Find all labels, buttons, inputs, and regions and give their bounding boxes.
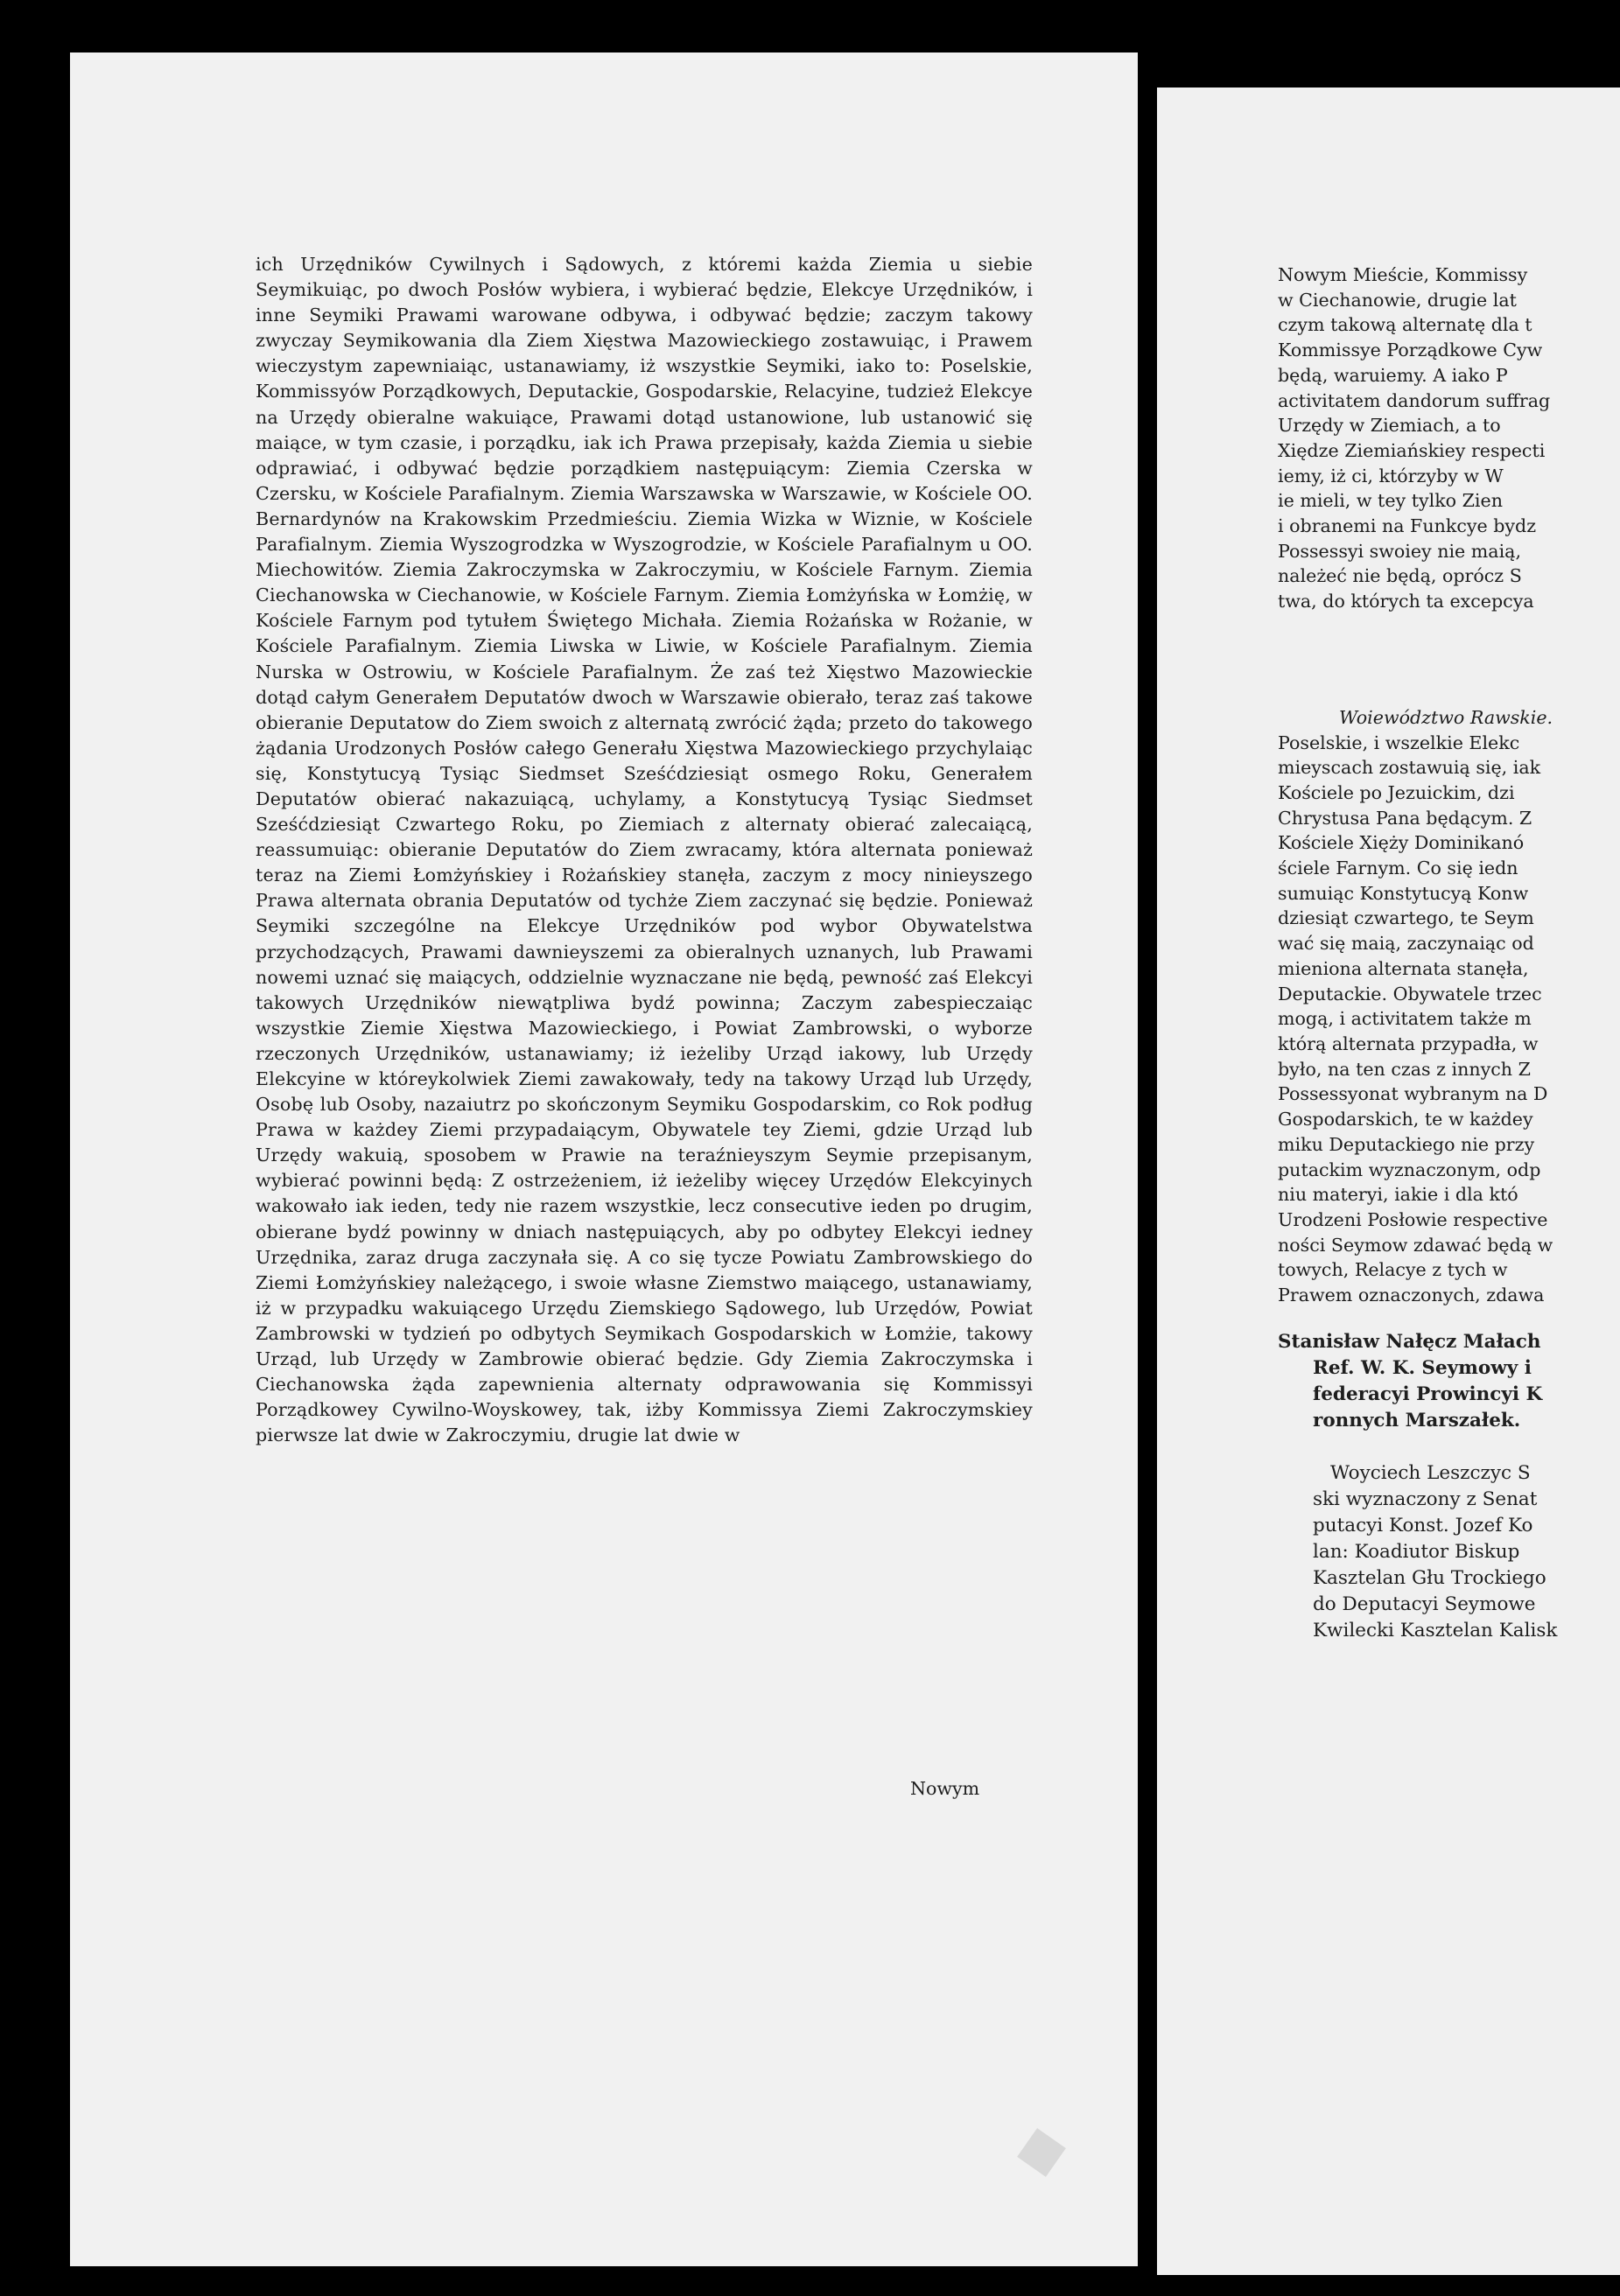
text-line: federacyi Prowincyi K — [1313, 1382, 1543, 1405]
text-line: Kommissye Porządkowe Cyw — [1278, 340, 1543, 361]
text-line: ski wyznaczony z Senat — [1313, 1488, 1538, 1510]
text-line: activitatem dandorum suffrag — [1278, 389, 1551, 411]
text-line: Urzędy w Ziemiach, a to — [1278, 415, 1501, 437]
text-line: ściele Farnym. Co się iedn — [1278, 858, 1518, 879]
text-line: należeć nie będą, oprócz S — [1278, 565, 1522, 587]
right-page-middle-lines — [1278, 731, 1620, 1308]
text-line: Kościele po Jezuickim, dzi — [1278, 781, 1515, 803]
text-line: Deputackie. Obywatele trzec — [1278, 983, 1542, 1004]
text-line: Kasztelan Głu Trockiego — [1313, 1566, 1546, 1589]
text-line: Possessyonat wybranym na D — [1278, 1083, 1548, 1105]
text-line: miku Deputackiego nie przy — [1278, 1133, 1535, 1155]
text-line: twa, do których ta excepcya — [1278, 591, 1534, 612]
text-line: Nowym Mieście, Kommissy — [1278, 264, 1528, 285]
text-line: Kościele Xięży Dominikanó — [1278, 832, 1525, 854]
signature-block — [1278, 1329, 1620, 1434]
text-line: sumuiąc Konstytucyą Konw — [1278, 882, 1529, 904]
text-line: Prawem oznaczonych, zdawa — [1278, 1284, 1545, 1306]
text-line: i obranemi na Funkcye bydz — [1278, 515, 1537, 537]
text-line: niu materyi, iakie i dla któ — [1278, 1184, 1518, 1206]
right-page-top-lines — [1278, 262, 1620, 614]
text-line: Ref. W. K. Seymowy i — [1313, 1356, 1532, 1379]
text-line: ronnych Marszałek. — [1313, 1409, 1521, 1432]
right-page — [1157, 88, 1620, 2275]
left-page-text — [256, 252, 1033, 1448]
text-line: mieyscach zostawuią się, iak — [1278, 757, 1541, 779]
text-line: będą, waruiemy. A iako P — [1278, 364, 1508, 386]
text-line: Poselskie, i wszelkie Elekc — [1278, 732, 1520, 753]
text-line: Woyciech Leszczyc S — [1330, 1461, 1531, 1484]
text-line: w Ciechanowie, drugie lat — [1278, 289, 1517, 311]
section-heading: Woiewództwo Rawskie. — [1339, 706, 1553, 728]
text-line: Gospodarskich, te w każdey — [1278, 1109, 1533, 1130]
catchword: Nowym — [910, 1778, 980, 1799]
text-line: Possessyi swoiey nie maią, — [1278, 540, 1521, 562]
text-line: mieniona alternata stanęła, — [1278, 957, 1529, 979]
text-line: mogą, i activitatem także m — [1278, 1008, 1532, 1030]
text-line: ności Seymow zdawać będą w — [1278, 1234, 1553, 1256]
text-line: iemy, iż ci, którzyby w W — [1278, 465, 1504, 486]
senate-paragraph — [1278, 1460, 1620, 1644]
text-line: towych, Relacye z tych w — [1278, 1259, 1508, 1281]
text-line: Kwilecki Kasztelan Kalisk — [1313, 1619, 1558, 1642]
text-line: putackim wyznaczonym, odp — [1278, 1158, 1541, 1180]
text-line: putacyi Konst. Jozef Ko — [1313, 1514, 1533, 1536]
text-line: Stanisław Nałęcz Małach — [1278, 1330, 1541, 1353]
text-line: lan: Koadiutor Biskup — [1313, 1540, 1520, 1563]
text-line: wać się maią, zaczynaiąc od — [1278, 933, 1534, 955]
text-line: do Deputacyi Seymowe — [1313, 1592, 1536, 1615]
right-page-text — [1278, 262, 1620, 1644]
text-line: ie mieli, w tey tylko Zien — [1278, 490, 1503, 512]
text-line: dziesiąt czwartego, te Seym — [1278, 907, 1534, 929]
text-line: Xiędze Ziemiańskiey respecti — [1278, 439, 1546, 461]
text-line: którą alternata przypadła, w — [1278, 1032, 1539, 1054]
body-paragraph: ich Urzędników Cywilnych i Sądowych, z któremi każda Ziemia u siebie Seymikuiąc, po dwoch Posłów wybiera, i wybierać będzie, Elekcye Urzędników, i inne Seymiki Prawami warowane odbywa, i odbywać będzie; zaczym takowy zwyczay Seymikowania dla Ziem Xięstwa Mazowieckiego zostawuiąc, i Prawem wieczystym zapewniaiąc, ustanawiamy, iż wszystkie Seymiki, iako to: Poselskie, Kommissyów Porządkowych, Deputackie, Gospodarskie, Relacyine, tudzież Elekcye na Urzędy obieralne wakuiące, Prawami dotąd ustanowione, lub ustanowić się maiące, w tym czasie, i porządku, iak ich Prawa przepisały, każda Ziemia u siebie odprawiać, i odbywać będzie porządkiem następuiącym: Ziemia Czerska w Czersku, w Kościele Parafialnym. Ziemia Warszawska w Warszawie, w Kościele OO. Bernardynów na Krakowskim Przedmieściu. Ziemia Wizka w Wiznie, w Kościele Parafialnym. Ziemia Wyszogrodzka w Wyszogrodzie, w Kościele Parafialnym u OO. Miechowitów. Ziemia Zakroczymska w Zakroczymiu, w Kościele Farnym. Ziemia Ciechanowska w Ciechanowie, w Kościele Farnym. Ziemia Łomżyńska w Łomżię, w Kościele Farnym pod tytułem Świętego Michała. Ziemia Rożańska w Rożanie, w Kościele Parafialnym. Ziemia Liwska w Liwie, w Kościele Parafialnym. Ziemia Nurska w Ostrowiu, w Kościele Parafialnym. Że zaś też Xięstwo Mazowieckie dotąd całym Generałem Deputatów dwoch w Warszawie obierało, teraz zaś takowe obieranie Deputatow do Ziem swoich z alternatą zwrócić żąda; przeto do takowego żądania Urodzonych Posłów całego Generału Xięstwa Mazowieckiego przychylaiąc się, Konstytucyą Tysiąc Siedmset Sześćdziesiąt osmego Roku, Generałem Deputatów obierać nakazuiącą, uchylamy, a Konstytucyą Tysiąc Siedmset Sześćdziesiąt Czwartego Roku, po Ziemiach z alternaty obierać zalecaiącą, reassumuiąc: obieranie Deputatów do Ziem zwracamy, która alternata ponieważ teraz na Ziemi Łomżyńskiey i Rożańskiey stanęła, zaczym z mocy ninieyszego Prawa alternata obrania Deputatów od tychże Ziem zaczynać się będzie. Ponieważ Seymiki szczególne na Elekcye Urzędników pod wybor Obywatelstwa przychodzących, Prawami dawnieyszemi za obieralnych uznanych, lub Prawami nowemi uznać się maiących, oddzielnie wyznaczane nie będą, pewność zaś Elekcyi takowych Urzędników niewątpliwa bydź powinna; Zaczym zabespieczaiąc wszystkie Ziemie Xięstwa Mazowieckiego, i Powiat Zambrowski, o wyborze rzeczonych Urzędników, ustanawiamy; iż ieżeliby Urząd iakowy, lub Urzędy Elekcyine w któreykolwiek Ziemi zawakowały, tedy na takowy Urząd lub Urzędy, Osobę lub Osoby, nazaiutrz po skończonym Seymiku Gospodarskim, co Rok podług Prawa w każdey Ziemi przypadaiącym, Obywatele tey Ziemi, gdzie Urząd lub Urzędy wakuią, sposobem w Prawie na teraźnieyszym Seymie przepisanym, wybierać powinni będą: Z ostrzeżeniem, iż ieżeliby więcey Urzędów Elekcyinych wakowało iak ieden, tedy nie razem wszystkie, lecz consecutive ieden po drugim, obierane bydź powinny w dniach następuiących, aby po odbytey Elekcyi iedney Urzędnika, zaraz druga zaczynała się. A co się tycze Powiatu Zambrowskiego do Ziemi Łomżyńskiey należącego, i swoie własne Ziemstwo maiącego, ustanawiamy, iż w przypadku wakuiącego Urzędu Ziemskiego Sądowego, lub Urzędów, Powiat Zambrowski w tydzień po odbytych Seymikach Gospodarskich w Łomżie, takowy Urząd, lub Urzędy w Zambrowie obierać będzie. Gdy Ziemia Zakroczymska i Ciechanowska żąda zapewnienia alternaty odprawowania się Kommissyi Porządkowey Cywilno-Woyskowey, tak, iżby Kommissya Ziemi Zakroczymskiey pierwsze lat dwie w Zakroczymiu, drugie lat dwie w — [256, 254, 1033, 1446]
text-line: Chrystusa Pana będącym. Z — [1278, 807, 1532, 829]
text-line: czym takową alternatę dla t — [1278, 314, 1532, 336]
text-line: Urodzeni Posłowie respective — [1278, 1208, 1548, 1230]
text-line: było, na ten czas z innych Z — [1278, 1058, 1531, 1080]
